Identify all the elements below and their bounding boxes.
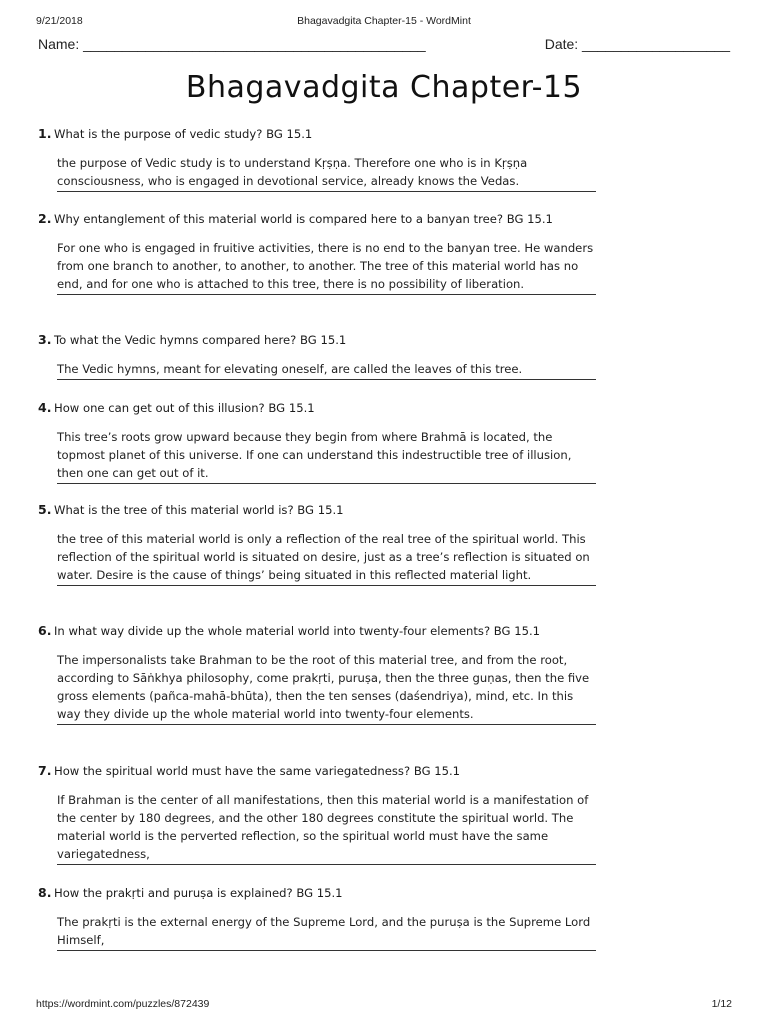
name-field: Name: ____________________________________________: [38, 36, 426, 52]
page-number: 1/12: [711, 998, 732, 1010]
question-item: [38, 400, 598, 484]
question-item: [38, 332, 598, 380]
print-page-title: Bhagavadgita Chapter-15 - WordMint: [297, 15, 471, 27]
question-text: In what way divide up the whole material world into twenty-four elements? BG 15.1: [54, 624, 541, 638]
question-line: [38, 623, 598, 639]
question-number: 1.: [38, 126, 52, 141]
question-number: 8.: [38, 885, 52, 900]
answer-text: The Vedic hymns, meant for elevating oneself, are called the leaves of this tree.: [57, 360, 596, 380]
question-line: [38, 126, 598, 142]
answer-text: This tree’s roots grow upward because they begin from where Brahmā is located, the topmost planet of this universe. If one can understand this indestructible tree of illusion, then one can get out of it.: [57, 428, 596, 484]
question-number: 7.: [38, 763, 52, 778]
question-text: What is the tree of this material world is? BG 15.1: [54, 503, 344, 517]
answer-text: the tree of this material world is only a reflection of the real tree of the spiritual world. This reflection of the spiritual world is situated on desire, just as a tree’s reflection is situated on water. Desire is the cause of things’ being situated in this reflected material light.: [57, 530, 596, 586]
question-number: 3.: [38, 332, 52, 347]
question-line: [38, 502, 598, 518]
question-item: [38, 211, 598, 295]
question-text: What is the purpose of vedic study? BG 15.1: [54, 127, 313, 141]
date-field: Date: ___________________: [544, 36, 730, 52]
print-footer: [36, 998, 732, 1012]
question-line: [38, 400, 598, 416]
question-text: How the spiritual world must have the same variegatedness? BG 15.1: [54, 764, 461, 778]
answer-text: The prakṛti is the external energy of the Supreme Lord, and the puruṣa is the Supreme Lord Himself,: [57, 913, 596, 951]
print-header: [36, 15, 732, 29]
question-item: [38, 885, 598, 951]
question-number: 4.: [38, 400, 52, 415]
page-url: https://wordmint.com/puzzles/872439: [36, 998, 210, 1010]
question-number: 6.: [38, 623, 52, 638]
question-number: 5.: [38, 502, 52, 517]
answer-text: the purpose of Vedic study is to understand Kṛṣṇa. Therefore one who is in Kṛṣṇa consciousness, who is engaged in devotional service, already knows the Vedas.: [57, 154, 596, 192]
question-item: [38, 763, 598, 865]
question-line: [38, 211, 598, 227]
question-text: To what the Vedic hymns compared here? BG 15.1: [54, 333, 347, 347]
worksheet-title: Bhagavadgita Chapter-15: [185, 70, 583, 105]
question-number: 2.: [38, 211, 52, 226]
print-date: 9/21/2018: [36, 15, 83, 27]
answer-text: The impersonalists take Brahman to be the root of this material tree, and from the root, according to Sāṅkhya philosophy, come prakṛti, puruṣa, then the three guṇas, then the five gross elements (pañca-mahā-bhūta), then the ten senses (daśendriya), mind, etc. In this way they divide up the whole material world into twenty-four elements.: [57, 651, 596, 725]
question-line: [38, 763, 598, 779]
question-line: [38, 332, 598, 348]
question-text: How the prakṛti and puruṣa is explained? BG 15.1: [54, 886, 343, 900]
question-text: How one can get out of this illusion? BG 15.1: [54, 401, 315, 415]
question-text: Why entanglement of this material world is compared here to a banyan tree? BG 15.1: [54, 212, 553, 226]
answer-text: For one who is engaged in fruitive activities, there is no end to the banyan tree. He wanders from one branch to another, to another, to another. The tree of this material world has no end, and for one who is attached to this tree, there is no possibility of liberation.: [57, 239, 596, 295]
answer-text: If Brahman is the center of all manifestations, then this material world is a manifestation of the center by 180 degrees, and the other 180 degrees constitute the spiritual world. The material world is the perverted reflection, so the spiritual world must have the same variegatedness,: [57, 791, 596, 865]
question-item: [38, 623, 598, 725]
question-item: [38, 126, 598, 192]
question-line: [38, 885, 598, 901]
question-item: [38, 502, 598, 586]
name-date-row: [38, 36, 730, 56]
